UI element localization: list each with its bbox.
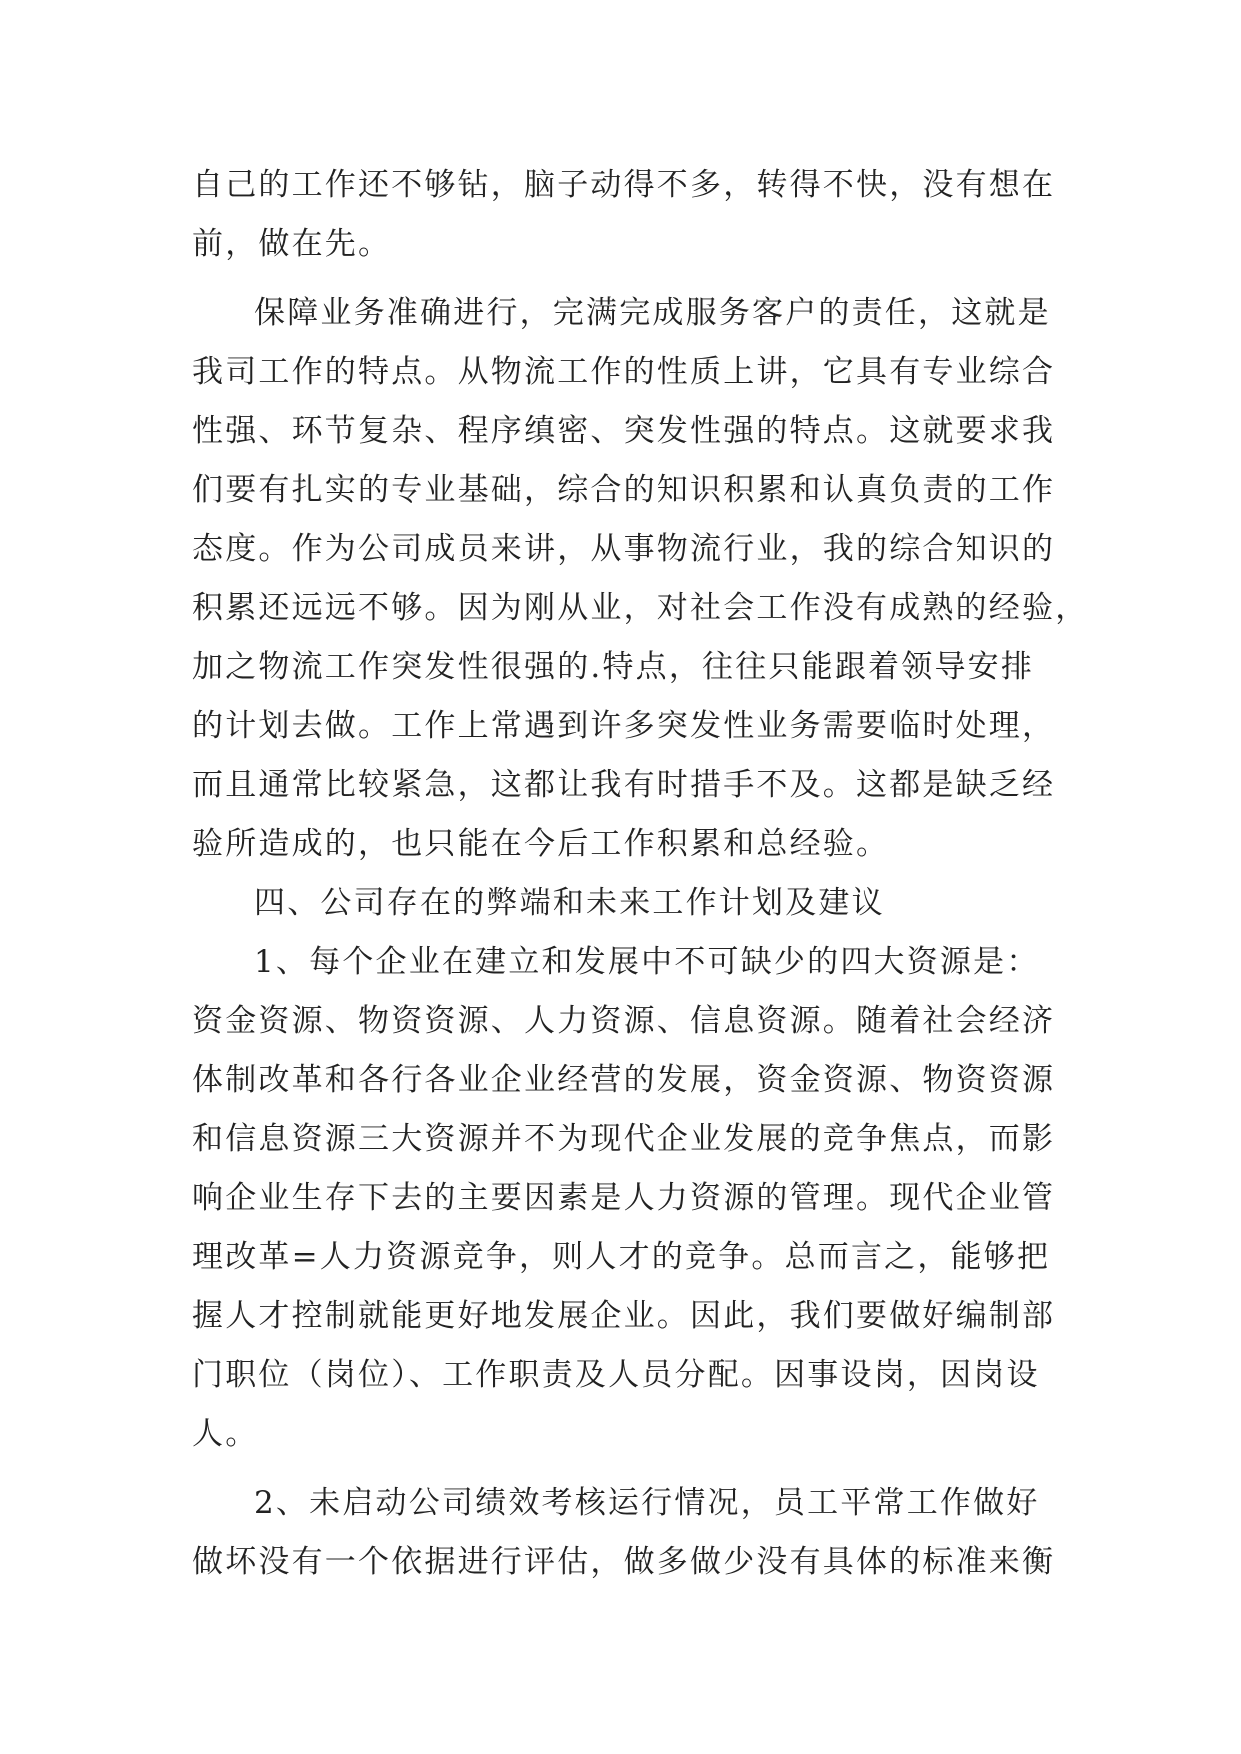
paragraph-gap [192, 274, 1072, 284]
text-line: 的计划去做。工作上常遇到许多突发性业务需要临时处理， [192, 708, 1056, 744]
body-text [192, 156, 1089, 1592]
text-line: 响企业生存下去的主要因素是人力资源的管理。现代企业管 [192, 1180, 1056, 1216]
text-line: 自己的工作还不够钻，脑子动得不多，转得不快，没有想在 [192, 167, 1056, 203]
text-line: 积累还远远不够。因为刚从业，对社会工作没有成熟的经验， [192, 590, 1089, 626]
text-line: 2、未启动公司绩效考核运行情况，员工平常工作做好 [254, 1485, 1040, 1521]
text-line: 1、每个企业在建立和发展中不可缺少的四大资源是： [254, 944, 1040, 980]
text-line: 态度。作为公司成员来讲，从事物流行业，我的综合知识的 [192, 531, 1056, 567]
paragraph-gap [192, 1464, 1072, 1474]
text-line: 理改革=人力资源竞争，则人才的竞争。总而言之，能够把 [192, 1239, 1051, 1275]
text-line: 做坏没有一个依据进行评估，做多做少没有具体的标准来衡 [192, 1544, 1056, 1580]
text-line: 性强、环节复杂、程序缜密、突发性强的特点。这就要求我 [192, 413, 1056, 449]
text-line: 资金资源、物资资源、人力资源、信息资源。随着社会经济 [192, 1003, 1056, 1039]
text-line: 们要有扎实的专业基础，综合的知识积累和认真负责的工作 [192, 472, 1056, 508]
text-line: 和信息资源三大资源并不为现代企业发展的竞争焦点，而影 [192, 1121, 1056, 1157]
text-line: 验所造成的，也只能在今后工作积累和总经验。 [192, 826, 890, 862]
text-line: 握人才控制就能更好地发展企业。因此，我们要做好编制部 [192, 1298, 1056, 1334]
text-line: 人。 [192, 1416, 259, 1452]
text-line: 而且通常比较紧急，这都让我有时措手不及。这都是缺乏经 [192, 767, 1056, 803]
text-line: 加之物流工作突发性很强的.特点，往往只能跟着领导安排 [192, 649, 1035, 685]
text-line: 前，做在先。 [192, 226, 392, 262]
text-line: 体制改革和各行各业企业经营的发展，资金资源、物资资源 [192, 1062, 1056, 1098]
section-heading: 四、公司存在的弊端和未来工作计划及建议 [254, 885, 885, 921]
text-line: 我司工作的特点。从物流工作的性质上讲，它具有专业综合 [192, 354, 1056, 390]
text-line: 门职位（岗位）、工作职责及人员分配。因事设岗，因岗设 [192, 1357, 1040, 1393]
text-line: 保障业务准确进行，完满完成服务客户的责任，这就是 [254, 295, 1051, 331]
